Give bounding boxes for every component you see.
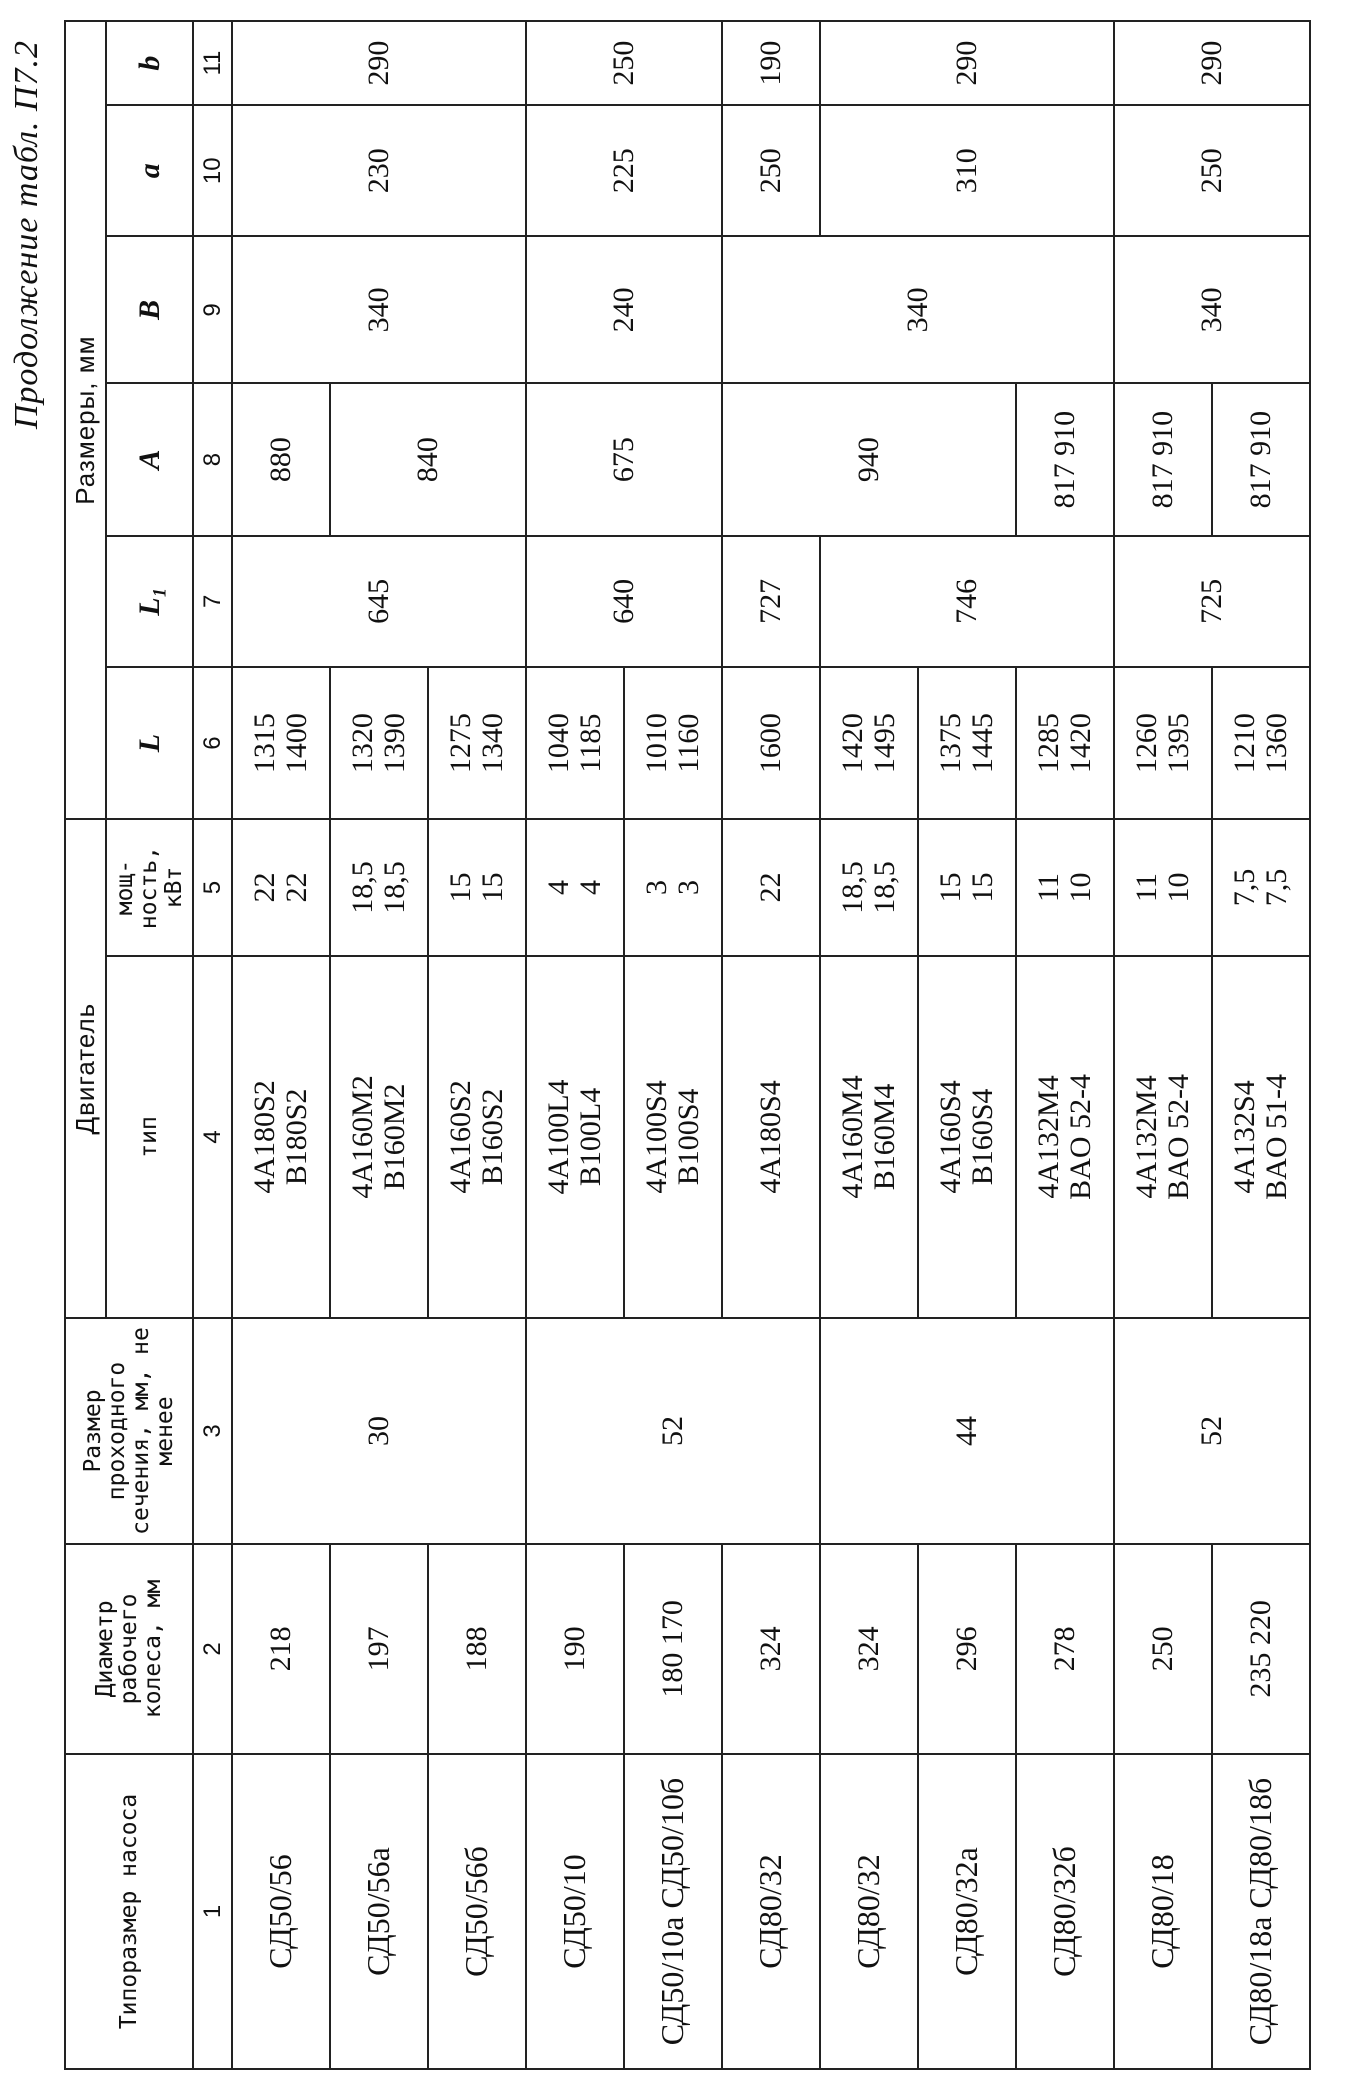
header-motor-power: мощ- ность, кВт bbox=[106, 819, 192, 956]
cell-line: 1420 bbox=[836, 713, 870, 774]
pump-type-cell: СД50/10 bbox=[526, 1754, 624, 2069]
motor-type-cell bbox=[624, 956, 722, 1318]
cell-line: 4A160M4 bbox=[836, 1075, 870, 1199]
cell-line: 15 bbox=[934, 872, 968, 903]
header-diameter: Диаметр рабочего колеса, мм bbox=[65, 1544, 193, 1754]
header-L1: L₁ bbox=[106, 536, 192, 667]
col-number: 8 bbox=[193, 383, 232, 535]
cell-line: 4A160S4 bbox=[934, 1080, 968, 1194]
cell-line: 10 bbox=[1063, 872, 1097, 903]
cell-line: 4A180S4 bbox=[754, 1080, 788, 1194]
pump-type-cell: СД80/18а СД80/18б bbox=[1212, 1754, 1310, 2069]
passage-cell: 52 bbox=[526, 1318, 820, 1544]
cell-line: B160S2 bbox=[475, 1088, 509, 1186]
motor-power-cell bbox=[624, 819, 722, 956]
cell-line: 1185 bbox=[573, 713, 607, 773]
length-L-cell bbox=[820, 667, 918, 819]
passage-cell: 44 bbox=[820, 1318, 1114, 1544]
cell-line: 1275 bbox=[444, 713, 478, 774]
motor-power-cell bbox=[918, 819, 1016, 956]
length-L-cell bbox=[1212, 667, 1310, 819]
length-L-cell bbox=[526, 667, 624, 819]
motor-type-cell bbox=[330, 956, 428, 1318]
length-L-cell bbox=[232, 667, 330, 819]
pump-type-cell: СД80/32 bbox=[820, 1754, 918, 2069]
table-row bbox=[526, 21, 624, 2069]
dim-L1-cell: 645 bbox=[232, 536, 526, 667]
col-number: 7 bbox=[193, 536, 232, 667]
cell-line: 1400 bbox=[279, 713, 313, 774]
dim-A-cell: 940 bbox=[722, 383, 1016, 535]
cell-line: B160M4 bbox=[867, 1083, 901, 1191]
pump-type-cell: СД80/32а bbox=[918, 1754, 1016, 2069]
table-row bbox=[232, 21, 330, 2069]
header-L: L bbox=[106, 667, 192, 819]
passage-cell: 52 bbox=[1114, 1318, 1310, 1544]
table-row bbox=[722, 21, 820, 2069]
dim-A-cell: 817 910 bbox=[1114, 383, 1212, 535]
dim-a-cell: 230 bbox=[232, 105, 526, 236]
cell-line: 1395 bbox=[1161, 713, 1195, 774]
length-L-cell bbox=[722, 667, 820, 819]
cell-line: 4A100S4 bbox=[640, 1080, 674, 1194]
cell-line: 1320 bbox=[346, 713, 380, 774]
motor-type-cell bbox=[428, 956, 526, 1318]
col-number: 1 bbox=[193, 1754, 232, 2069]
cell-line: 7,5 bbox=[1259, 868, 1293, 907]
motor-power-cell bbox=[232, 819, 330, 956]
passage-cell: 30 bbox=[232, 1318, 526, 1544]
header-dims: Размеры, мм bbox=[65, 21, 106, 819]
motor-power-cell bbox=[722, 819, 820, 956]
cell-line: BAO 52-4 bbox=[1161, 1074, 1195, 1200]
cell-line: 1340 bbox=[475, 713, 509, 774]
dim-b-cell: 290 bbox=[232, 21, 526, 105]
diameter-cell: 278 bbox=[1016, 1544, 1114, 1754]
cell-line: 4 bbox=[573, 880, 607, 896]
pump-type-cell: СД50/56а bbox=[330, 1754, 428, 2069]
cell-line: 15 bbox=[444, 872, 478, 903]
cell-line: 4A100L4 bbox=[542, 1079, 576, 1195]
cell-line: 1420 bbox=[1063, 713, 1097, 774]
pump-type-cell: СД50/10а СД50/10б bbox=[624, 1754, 722, 2069]
header-motor: Двигатель bbox=[65, 819, 106, 1318]
cell-line: B160M2 bbox=[377, 1083, 411, 1191]
cell-line: 1160 bbox=[671, 713, 705, 773]
motor-type-cell bbox=[722, 956, 820, 1318]
cell-line: 1600 bbox=[754, 713, 788, 774]
pump-type-cell: СД80/18 bbox=[1114, 1754, 1212, 2069]
cell-line: 22 bbox=[754, 872, 788, 903]
diameter-cell: 188 bbox=[428, 1544, 526, 1754]
diameter-cell: 197 bbox=[330, 1544, 428, 1754]
cell-line: 4A160M2 bbox=[346, 1075, 380, 1199]
cell-line: 10 bbox=[1161, 872, 1195, 903]
col-number: 5 bbox=[193, 819, 232, 956]
cell-line: 18,5 bbox=[346, 861, 380, 914]
cell-line: 22 bbox=[248, 872, 282, 903]
motor-power-cell bbox=[330, 819, 428, 956]
cell-line: 1360 bbox=[1259, 713, 1293, 774]
cell-line: 4A132M4 bbox=[1130, 1075, 1164, 1199]
length-L-cell bbox=[1114, 667, 1212, 819]
header-passage: Размер проходного сечения, мм, не менее bbox=[65, 1318, 193, 1544]
header-a: a bbox=[106, 105, 192, 236]
motor-type-cell bbox=[526, 956, 624, 1318]
cell-line: 15 bbox=[475, 872, 509, 903]
cell-line: B180S2 bbox=[279, 1088, 313, 1186]
cell-line: 1445 bbox=[965, 713, 999, 774]
cell-line: 1390 bbox=[377, 713, 411, 774]
pump-type-cell: СД80/32 bbox=[722, 1754, 820, 2069]
dim-A-cell: 817 910 bbox=[1016, 383, 1114, 535]
cell-line: 15 bbox=[965, 872, 999, 903]
motor-type-cell bbox=[1212, 956, 1310, 1318]
cell-line: 1210 bbox=[1228, 713, 1262, 774]
diameter-cell: 218 bbox=[232, 1544, 330, 1754]
length-L-cell bbox=[624, 667, 722, 819]
dim-A-cell: 675 bbox=[526, 383, 722, 535]
cell-line: BAO 52-4 bbox=[1063, 1074, 1097, 1200]
table-body bbox=[232, 21, 1310, 2069]
length-L-cell bbox=[330, 667, 428, 819]
col-number: 4 bbox=[193, 956, 232, 1318]
cell-line: 4A160S2 bbox=[444, 1080, 478, 1194]
motor-power-cell bbox=[1016, 819, 1114, 956]
motor-power-cell bbox=[1212, 819, 1310, 956]
col-number: 9 bbox=[193, 236, 232, 383]
cell-line: 18,5 bbox=[867, 861, 901, 914]
diameter-cell: 324 bbox=[820, 1544, 918, 1754]
dim-b-cell: 290 bbox=[1114, 21, 1310, 105]
diameter-cell: 235 220 bbox=[1212, 1544, 1310, 1754]
motor-power-cell bbox=[526, 819, 624, 956]
cell-line: 1315 bbox=[248, 713, 282, 774]
pump-spec-table bbox=[64, 20, 1311, 2070]
dim-B-cell: 340 bbox=[722, 236, 1114, 383]
cell-line: 7,5 bbox=[1228, 868, 1262, 907]
col-number: 2 bbox=[193, 1544, 232, 1754]
cell-line: 1040 bbox=[542, 713, 576, 774]
cell-line: 1010 bbox=[640, 713, 674, 774]
dim-a-cell: 310 bbox=[820, 105, 1114, 236]
motor-power-cell bbox=[428, 819, 526, 956]
dim-A-cell: 817 910 bbox=[1212, 383, 1310, 535]
dim-B-cell: 340 bbox=[232, 236, 526, 383]
dim-A-cell: 840 bbox=[330, 383, 526, 535]
cell-line: 1495 bbox=[867, 713, 901, 774]
dim-b-cell: 250 bbox=[526, 21, 722, 105]
diameter-cell: 250 bbox=[1114, 1544, 1212, 1754]
diameter-cell: 296 bbox=[918, 1544, 1016, 1754]
pump-type-cell: СД80/32б bbox=[1016, 1754, 1114, 2069]
motor-type-cell bbox=[918, 956, 1016, 1318]
motor-type-cell bbox=[232, 956, 330, 1318]
cell-line: BAO 51-4 bbox=[1259, 1074, 1293, 1200]
cell-line: B100S4 bbox=[671, 1088, 705, 1186]
dim-L1-cell: 640 bbox=[526, 536, 722, 667]
length-L-cell bbox=[918, 667, 1016, 819]
diameter-cell: 180 170 bbox=[624, 1544, 722, 1754]
col-number: 11 bbox=[193, 21, 232, 105]
cell-line: 4A180S2 bbox=[248, 1080, 282, 1194]
dim-b-cell: 190 bbox=[722, 21, 820, 105]
cell-line: 11 bbox=[1032, 873, 1066, 902]
motor-type-cell bbox=[1114, 956, 1212, 1318]
table-row bbox=[1114, 21, 1212, 2069]
cell-line: 1375 bbox=[934, 713, 968, 774]
header-pump: Типоразмер насоса bbox=[65, 1754, 193, 2069]
cell-line: 1285 bbox=[1032, 713, 1066, 774]
dim-a-cell: 250 bbox=[722, 105, 820, 236]
cell-line: 1260 bbox=[1130, 713, 1164, 774]
dim-L1-cell: 727 bbox=[722, 536, 820, 667]
cell-line: B160S4 bbox=[965, 1088, 999, 1186]
pump-type-cell: СД50/56б bbox=[428, 1754, 526, 2069]
diameter-cell: 190 bbox=[526, 1544, 624, 1754]
col-number: 10 bbox=[193, 105, 232, 236]
dim-b-cell: 290 bbox=[820, 21, 1114, 105]
header-A: A bbox=[106, 383, 192, 535]
dim-L1-cell: 725 bbox=[1114, 536, 1310, 667]
motor-type-cell bbox=[1016, 956, 1114, 1318]
cell-line: 3 bbox=[640, 880, 674, 896]
dim-a-cell: 225 bbox=[526, 105, 722, 236]
cell-line: 4A132M4 bbox=[1032, 1075, 1066, 1199]
length-L-cell bbox=[428, 667, 526, 819]
motor-power-cell bbox=[820, 819, 918, 956]
dim-B-cell: 340 bbox=[1114, 236, 1310, 383]
dim-B-cell: 240 bbox=[526, 236, 722, 383]
diameter-cell: 324 bbox=[722, 1544, 820, 1754]
motor-power-cell bbox=[1114, 819, 1212, 956]
cell-line: 18,5 bbox=[377, 861, 411, 914]
dim-A-cell: 880 bbox=[232, 383, 330, 535]
header-b: b bbox=[106, 21, 192, 105]
pump-type-cell: СД50/56 bbox=[232, 1754, 330, 2069]
column-number-row bbox=[193, 21, 232, 2069]
cell-line: 4 bbox=[542, 880, 576, 896]
motor-type-cell bbox=[820, 956, 918, 1318]
cell-line: 3 bbox=[671, 880, 705, 896]
table-caption: Продолжение табл. П7.2 bbox=[8, 40, 45, 430]
col-number: 3 bbox=[193, 1318, 232, 1544]
col-number: 6 bbox=[193, 667, 232, 819]
header-motor-type: тип bbox=[106, 956, 192, 1318]
cell-line: 11 bbox=[1130, 873, 1164, 902]
dim-a-cell: 250 bbox=[1114, 105, 1310, 236]
length-L-cell bbox=[1016, 667, 1114, 819]
cell-line: B100L4 bbox=[573, 1087, 607, 1187]
dim-L1-cell: 746 bbox=[820, 536, 1114, 667]
cell-line: 4A132S4 bbox=[1228, 1080, 1262, 1194]
cell-line: 22 bbox=[279, 872, 313, 903]
header-B: B bbox=[106, 236, 192, 383]
cell-line: 18,5 bbox=[836, 861, 870, 914]
